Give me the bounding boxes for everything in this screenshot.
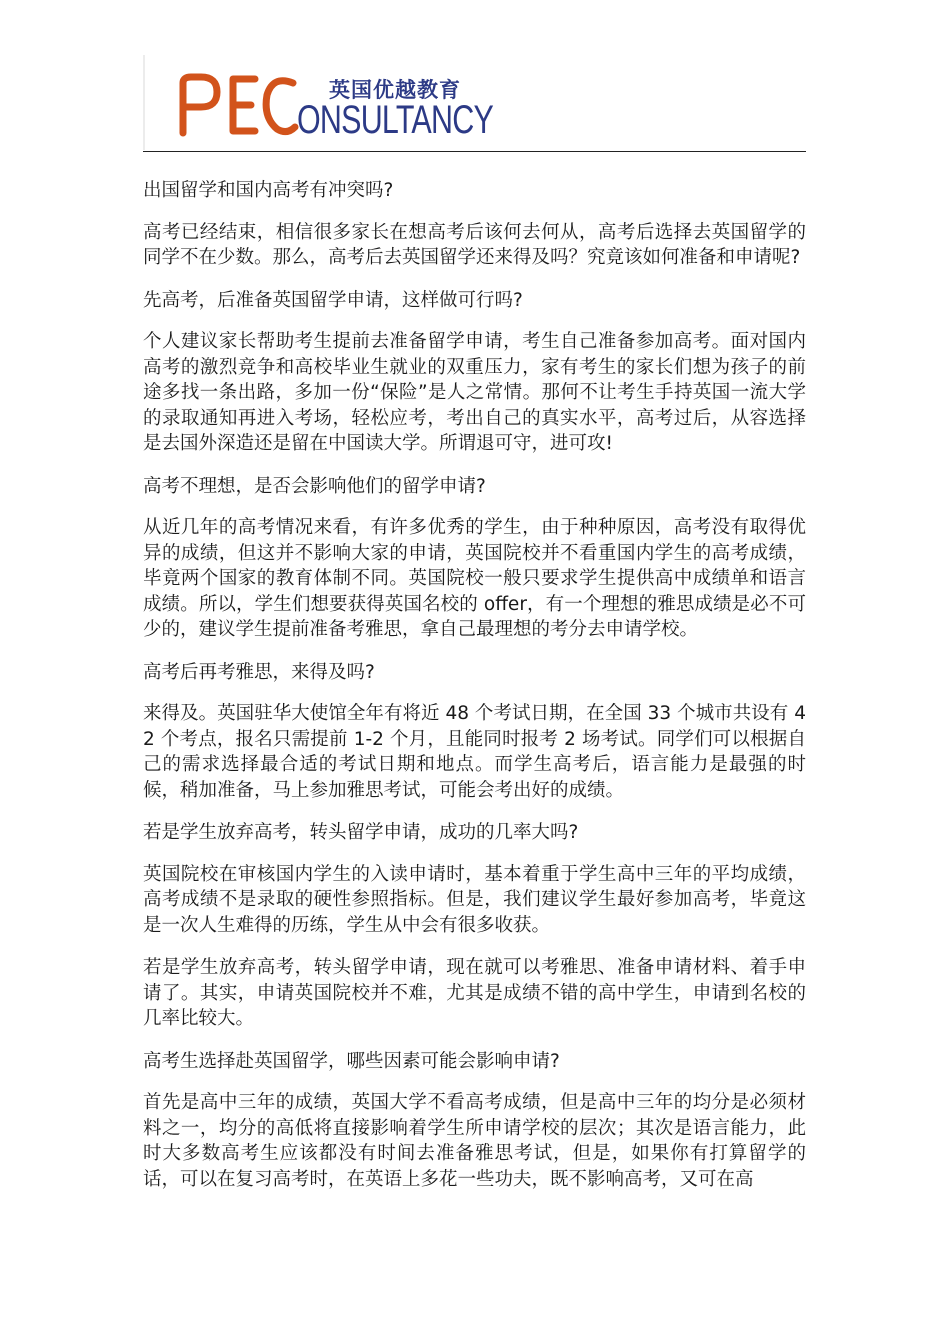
question-heading: 高考后再考雅思，来得及吗?	[143, 661, 375, 683]
body-paragraph: 个人建议家长帮助考生提前去准备留学申请，考生自己准备参加高考。面对国内高考的激烈竞争和高校毕业生就业的双重压力，家有考生的家长们想为孩子的前途多找一条出路，多加一份“保险”是人之常情。那何不让考生手持英国一流大学的录取通知再进入考场，轻松应考，考出自己的真实水平，高考过后，从容选择是去国外深造还是留在中国读大学。所谓退可守，进可攻!	[143, 331, 806, 454]
question-heading: 高考生选择赴英国留学，哪些因素可能会影响申请?	[143, 1050, 560, 1072]
logo-text-cn: 英国优越教育	[329, 78, 461, 102]
question-heading: 若是学生放弃高考，转头留学申请，成功的几率大吗?	[143, 822, 579, 843]
company-logo	[143, 55, 503, 150]
body-paragraph: 若是学生放弃高考，转头留学申请，现在就可以考雅思、准备申请材料、着手申请了。其实，申请英国院校并不难，尤其是成绩不错的高中学生，申请到名校的几率比较大。	[143, 957, 806, 1029]
article-body	[143, 178, 806, 1209]
header-divider	[143, 151, 806, 152]
body-paragraph: 英国院校在审核国内学生的入读申请时，基本着重于学生高中三年的平均成绩，高考成绩不是录取的硬性参照指标。但是，我们建议学生最好参加高考，毕竟这是一次人生难得的历练，学生从中会有很多收获。	[143, 863, 806, 936]
logo-graphic	[143, 55, 503, 150]
body-paragraph: 从近几年的高考情况来看，有许多优秀的学生，由于种种原因，高考没有取得优异的成绩，但这并不影响大家的申请，英国院校并不看重国内学生的高考成绩，毕竟两个国家的教育体制不同。英国院校一般只要求学生提供高中成绩单和语言成绩。所以，学生们想要获得英国名校的 offer，有一个理想的雅思成绩是必不可少的，建议学生提前准备考雅思，拿自己最理想的考分去申请学校。	[143, 517, 806, 640]
question-heading: 先高考，后准备英国留学申请，这样做可行吗?	[143, 289, 523, 311]
question-heading: 高考不理想，是否会影响他们的留学申请?	[143, 475, 486, 497]
body-paragraph: 高考已经结束，相信很多家长在想高考后该何去何从，高考后选择去英国留学的同学不在少数。那么，高考后去英国留学还来得及吗？究竟该如何准备和申请呢?	[143, 221, 806, 268]
logo-text-en: ONSULTANCY	[297, 98, 494, 142]
question-heading: 出国留学和国内高考有冲突吗?	[143, 180, 394, 201]
body-paragraph: 首先是高中三年的成绩，英国大学不看高考成绩，但是高中三年的均分是必须材料之一，均分的高低将直接影响着学生所申请学校的层次；其次是语言能力，此时大多数高考生应该都没有时间去准备雅思考试，但是，如果你有打算留学的话，可以在复习高考时，在英语上多花一些功夫，既不影响高考，又可在高	[143, 1092, 806, 1190]
body-paragraph: 来得及。英国驻华大使馆全年有将近 48 个考试日期，在全国 33 个城市共设有 42 个考点，报名只需提前 1-2 个月，且能同时报考 2 场考试。同学们可以根据自己的需求选择最合适的考试日期和地点。而学生高考后，语言能力是最强的时候，稍加准备，马上参加雅思考试，可能会考出好的成绩。	[143, 703, 806, 801]
